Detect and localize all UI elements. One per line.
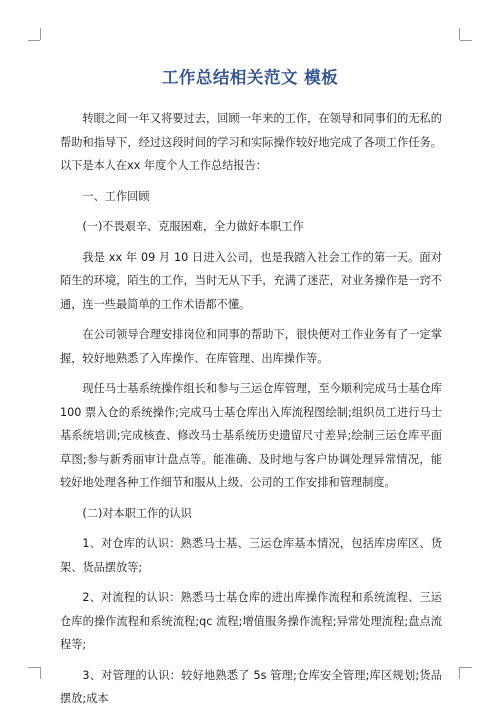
crop-mark-top-right-h [460,40,472,41]
paragraph-management: 3、对管理的认识：较好地熟悉了 5s 管理;仓库安全管理;库区规划;货品摆放;成本 [60,668,442,705]
paragraph-start-date: 我是 xx 年 09 月 10 日进入公司，也是我踏入社会工作的第一天。面对陌生的环境，陌生的工作，当时无从下手，充满了迷茫，对业务操作是一窍不通，连一些最简单的工作术语都不懂。 [60,250,442,311]
crop-mark-top-left-h [28,40,40,41]
crop-mark-top-right-v [459,28,460,40]
subsection-heading-2: (二)对本职工作的认识 [82,506,192,520]
crop-mark-top-left-v [40,28,41,40]
crop-mark-bottom-right-h [460,667,472,668]
paragraph-intro: 转眼之间一年又将要过去，回顾一年来的工作，在领导和同事们的无私的帮助和指导下，经过这段时间的学习和实际操作较好地完成了各项工作任务。以下是本人在xx 年度个人工作总结报告： [60,112,442,172]
paragraph-guidance: 在公司领导合理安排岗位和同事的帮助下，很快便对工作业务有了一定掌握，较好地熟悉了入库操作、在库管理、出库操作等。 [60,328,442,365]
subsection-heading-1: (一)不畏艰辛、克服困难，全力做好本职工作 [82,220,304,233]
paragraph-current-role: 现任马士基系统操作组长和参与三运仓库管理，至今顺利完成马士基仓库 100 票入仓的系统操作;完成马士基仓库出入库流程图绘制;组织员工进行马士基系统培训;完成核查、修改马士基系统历史遗留尺寸差异;绘制三运仓库平面草图;参与新秀丽审计盘点等。能准确、及时地与客户协调处理异常情况，能较好地处理各种工作细节和服从上级、公司的工作安排和管理制度。 [60,382,442,489]
section-heading-work-review: 一、工作回顾 [82,189,150,203]
crop-mark-bottom-right-v [459,667,460,679]
document-body [60,107,442,718]
crop-mark-bottom-left-v [40,667,41,679]
paragraph-warehouse: 1、对仓库的认识：熟悉马士基、三运仓库基本情况，包括库房库区、货架、货品摆放等; [60,537,442,574]
paragraph-process: 2、对流程的认识：熟悉马士基仓库的进出库操作流程和系统流程、三运仓库的操作流程和系统流程;qc 流程;增值服务操作流程;异常处理流程;盘点流程等; [60,591,442,651]
document-title: 工作总结相关范文 模板 [161,68,339,87]
crop-mark-bottom-left-h [28,667,40,668]
